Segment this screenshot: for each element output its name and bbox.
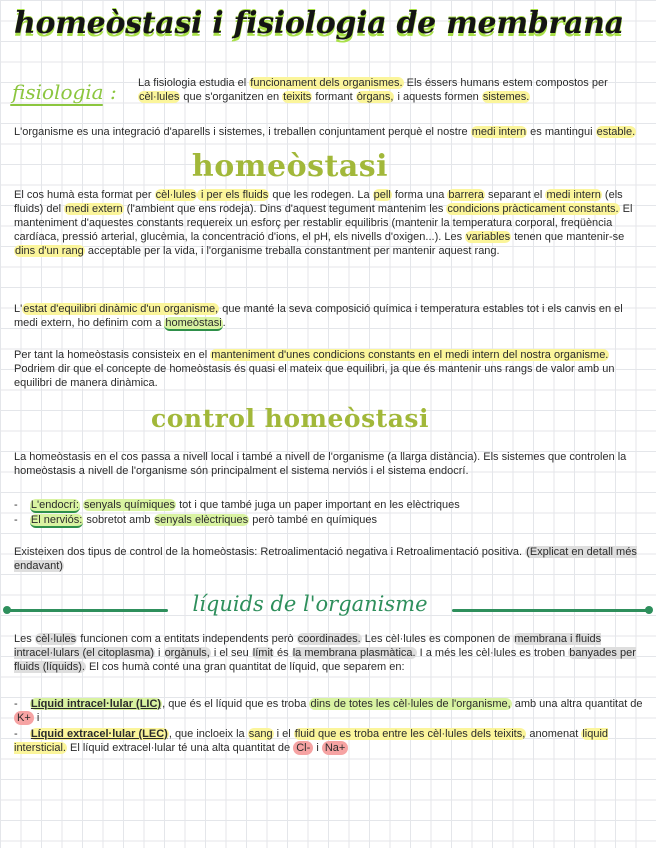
control-paragraph-1: La homeòstasis en el cos passa a nivell local i també a nivell de l'organisme (a llarga distància). Els sistemes que controlen la homeòstasis a nivell de l'organisme són principalment el sistema nerviós i el sistema endocrí. [14, 451, 627, 477]
control-heading: control homeòstasi [151, 404, 429, 433]
control-bullet-nervios: - El nerviós: sobretot amb senyals elèctriques però també en químiques [14, 514, 377, 526]
divider-left [6, 609, 168, 612]
liquids-bullet-lic: - Líquid intracel·lular (LIC), que és el líquid que es troba dins de totes les cèl·lules de l'organisme, amb una altra quantitat de K+ i [14, 698, 643, 724]
homeostasi-paragraph-3: Per tant la homeòstasis consisteix en el manteniment d'unes condicions constants en el medi intern del nostra organisme. Podriem dir que el concepte de homeòstasis és quasi el mateix que equilibri, ja que és mantenir uns rangs de valor amb un equilibri de manera dinàmica. [14, 349, 615, 389]
page-title: homeòstasi i fisiologia de membrana [14, 6, 624, 41]
homeostasi-paragraph-1: El cos humà esta format per cèl·lules i per els fluids que les rodegen. La pell forma una barrera separant el medi intern (els fluids) del medi extern (l'ambient que ens rodeja). Dins d'aquest tegument mantenim les condicions pràcticament constants. El manteniment d'aquestes constants requereix un esforç per restablir equilibris (mantenir la temperatura corporal, freqüència cardíaca, pressió arterial, glucèmia, la concentració d'ions, el pH, els nivells d'oxigen...). Les variables tenen que mantenir-se dins d'un rang acceptable per la vida, i l'organisme treballa constantment per mantenir aquest rang. [14, 189, 633, 257]
control-paragraph-2: Existeixen dos tipus de control de la homeòstasis: Retroalimentació negativa i Retroalimentació positiva. (Explicat en detall més endavant) [14, 546, 637, 572]
homeostasi-paragraph-2: L'estat d'equilibri dinàmic d'un organisme, que manté la seva composició química i temperatura estables tot i els canvis en el medi extern, ho definim com a homeòstasi. [14, 303, 623, 329]
liquids-heading: líquids de l'organisme [192, 592, 428, 616]
liquids-paragraph-1: Les cèl·lules funcionen com a entitats independents però coordinades. Les cèl·lules es componen de membrana i fluids intracel·lulars (el citoplasma) i orgànuls, i el seu límit és la membrana plasmàtica. I a més les cèl·lules es troben banyades per fluids (líquids). El cos humà conté una gran quantitat de líquid, que separem en: [14, 633, 636, 673]
fisiologia-paragraph-1: La fisiologia estudia el funcionament dels organismes. Els éssers humans estem compostos per cèl·lules que s'organitzen en teixits formant òrgans, i aquests formen sistemes. [138, 77, 608, 103]
fisiologia-paragraph-2: L'organisme es una integració d'aparells i sistemes, i treballen conjuntament perquè el nostre medi intern es mantingui estable. [14, 126, 636, 138]
divider-right [452, 609, 650, 612]
homeostasi-heading: homeòstasi [191, 149, 389, 184]
fisiologia-label: fisiologia : [12, 80, 117, 104]
control-bullet-endocri: - L'endocrí: senyals químiques tot i que també juga un paper important en les elèctriques [14, 499, 460, 511]
liquids-bullet-lec: - Líquid extracel·lular (LEC), que incloeix la sang i el fluid que es troba entre les cèl·lules dels teixits, anomenat liquid intersticial. El líquid extracel·lular té una alta quantitat de Cl- i Na+ [14, 728, 609, 754]
